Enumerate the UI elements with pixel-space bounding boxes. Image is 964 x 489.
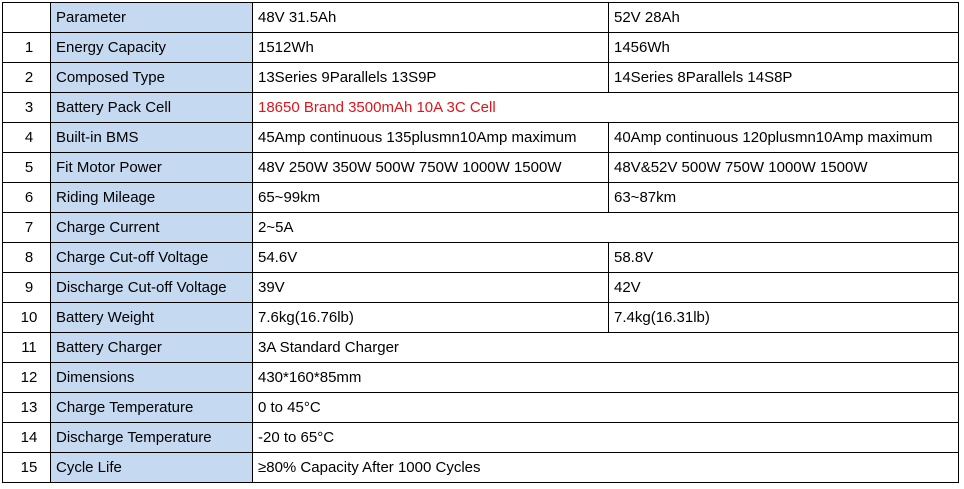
parameter-name: Battery Pack Cell — [51, 93, 253, 123]
value-48v: 54.6V — [253, 243, 609, 273]
header-52v-cell: 52V 28Ah — [609, 3, 959, 33]
parameter-name: Battery Weight — [51, 303, 253, 333]
value-merged: 18650 Brand 3500mAh 10A 3C Cell — [253, 93, 959, 123]
value-merged: ≥80% Capacity After 1000 Cycles — [253, 453, 959, 483]
parameter-name: Charge Temperature — [51, 393, 253, 423]
value-48v: 45Amp continuous 135plusmn10Amp maximum — [253, 123, 609, 153]
value-52v: 48V&52V 500W 750W 1000W 1500W — [609, 153, 959, 183]
parameter-name: Dimensions — [51, 363, 253, 393]
header-parameter-cell: Parameter — [51, 3, 253, 33]
table-row — [3, 63, 959, 93]
table-row — [3, 213, 959, 243]
value-48v: 7.6kg(16.76lb) — [253, 303, 609, 333]
value-merged: 3A Standard Charger — [253, 333, 959, 363]
row-number: 1 — [3, 33, 51, 63]
table-row — [3, 333, 959, 363]
value-52v: 14Series 8Parallels 14S8P — [609, 63, 959, 93]
parameter-name: Discharge Temperature — [51, 423, 253, 453]
parameter-name: Cycle Life — [51, 453, 253, 483]
row-number: 2 — [3, 63, 51, 93]
table-row — [3, 273, 959, 303]
table-row — [3, 393, 959, 423]
row-number: 4 — [3, 123, 51, 153]
table-row — [3, 153, 959, 183]
row-number: 15 — [3, 453, 51, 483]
row-number: 6 — [3, 183, 51, 213]
value-merged: 430*160*85mm — [253, 363, 959, 393]
parameter-name: Charge Current — [51, 213, 253, 243]
value-52v: 42V — [609, 273, 959, 303]
parameter-name: Composed Type — [51, 63, 253, 93]
row-number: 12 — [3, 363, 51, 393]
row-number: 5 — [3, 153, 51, 183]
row-number: 7 — [3, 213, 51, 243]
row-number: 10 — [3, 303, 51, 333]
header-row — [3, 3, 959, 33]
spec-table — [2, 2, 959, 483]
row-number: 3 — [3, 93, 51, 123]
value-52v: 1456Wh — [609, 33, 959, 63]
table-row — [3, 93, 959, 123]
value-52v: 63~87km — [609, 183, 959, 213]
value-52v: 58.8V — [609, 243, 959, 273]
parameter-name: Discharge Cut-off Voltage — [51, 273, 253, 303]
table-row — [3, 423, 959, 453]
row-number: 8 — [3, 243, 51, 273]
table-row — [3, 453, 959, 483]
parameter-name: Battery Charger — [51, 333, 253, 363]
value-merged: 2~5A — [253, 213, 959, 243]
parameter-name: Charge Cut-off Voltage — [51, 243, 253, 273]
row-number: 9 — [3, 273, 51, 303]
value-48v: 13Series 9Parallels 13S9P — [253, 63, 609, 93]
value-48v: 65~99km — [253, 183, 609, 213]
value-merged: -20 to 65°C — [253, 423, 959, 453]
value-52v: 40Amp continuous 120plusmn10Amp maximum — [609, 123, 959, 153]
table-row — [3, 183, 959, 213]
row-number: 11 — [3, 333, 51, 363]
table-row — [3, 363, 959, 393]
table-row — [3, 123, 959, 153]
value-merged: 0 to 45°C — [253, 393, 959, 423]
table-row — [3, 303, 959, 333]
header-48v-cell: 48V 31.5Ah — [253, 3, 609, 33]
table-row — [3, 33, 959, 63]
parameter-name: Built-in BMS — [51, 123, 253, 153]
header-number-cell — [3, 3, 51, 33]
parameter-name: Fit Motor Power — [51, 153, 253, 183]
parameter-name: Riding Mileage — [51, 183, 253, 213]
table-row — [3, 243, 959, 273]
parameter-name: Energy Capacity — [51, 33, 253, 63]
value-52v: 7.4kg(16.31lb) — [609, 303, 959, 333]
row-number: 14 — [3, 423, 51, 453]
value-48v: 1512Wh — [253, 33, 609, 63]
value-48v: 39V — [253, 273, 609, 303]
row-number: 13 — [3, 393, 51, 423]
value-48v: 48V 250W 350W 500W 750W 1000W 1500W — [253, 153, 609, 183]
